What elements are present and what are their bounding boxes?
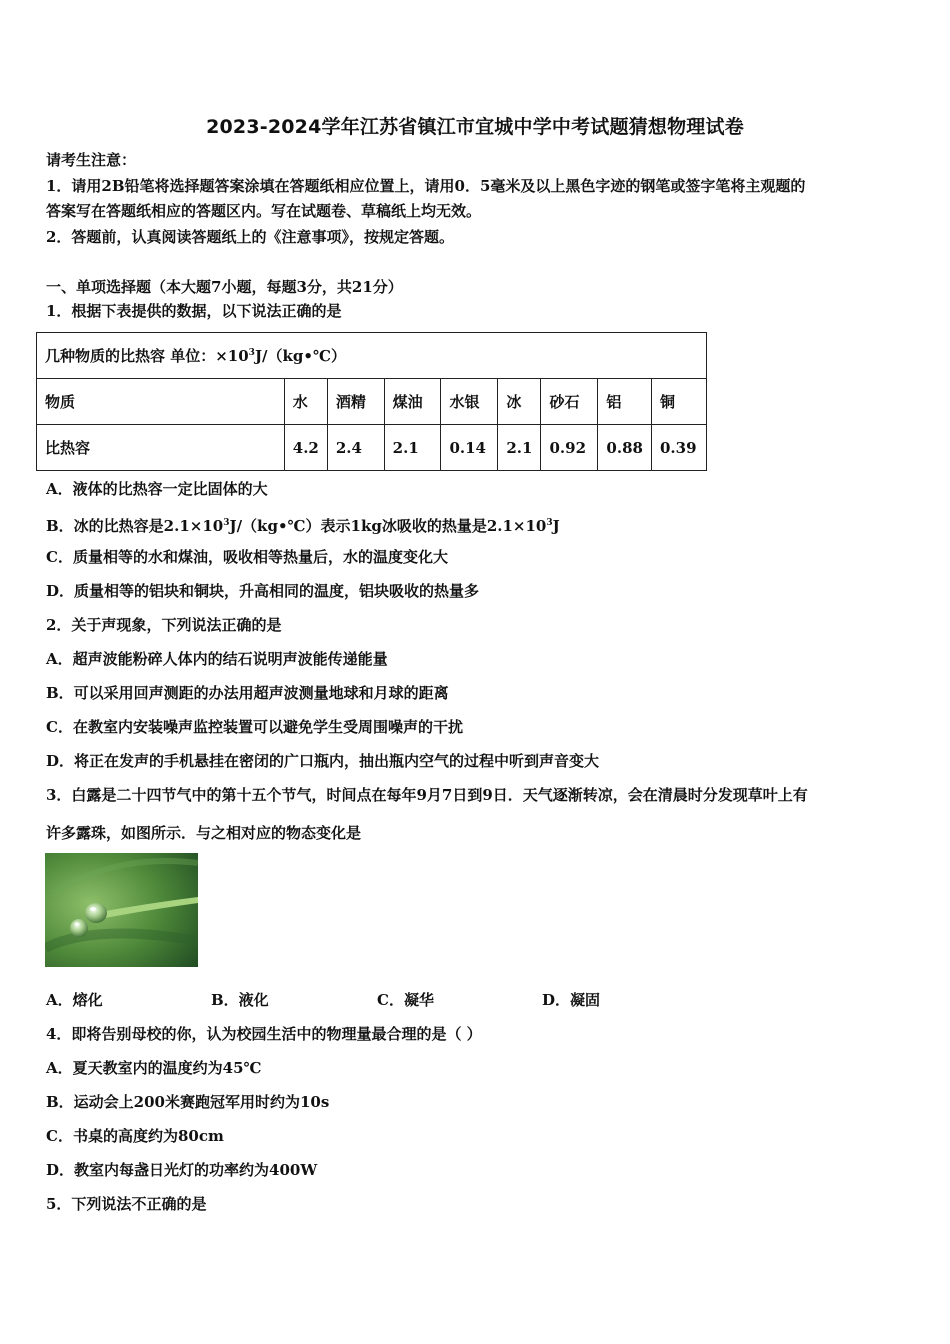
q2-option-a: A．超声波能粉碎人体内的结石说明声波能传递能量 [46,650,388,668]
table-cell: 0.88 [598,425,652,471]
table-cell: 0.39 [651,425,706,471]
table-cell: 铜 [651,379,706,425]
table-cell: 2.4 [327,425,384,471]
value-row [37,425,707,471]
question-3-stem-line2: 许多露珠，如图所示．与之相对应的物态变化是 [46,824,362,842]
notice-line-1b: 答案写在答题纸相应的答题区内。写在试题卷、草稿纸上均无效。 [46,202,482,220]
row-label-heat: 比热容 [37,425,285,471]
table-cell: 铝 [598,379,652,425]
q2-option-d: D．将正在发声的手机悬挂在密闭的广口瓶内，抽出瓶内空气的过程中听到声音变大 [46,752,600,770]
table-cell: 水 [284,379,327,425]
row-label-substance: 物质 [37,379,285,425]
q4-option-c: C．书桌的高度约为80cm [46,1127,224,1145]
table-cell: 2.1 [498,425,541,471]
q2-option-b: B．可以采用回声测距的办法用超声波测量地球和月球的距离 [46,684,449,702]
question-3-stem-line1: 3．白露是二十四节气中的第十五个节气，时间点在每年9月7日到9日．天气逐渐转凉，会在清晨时分发现草叶上有 [46,786,808,804]
table-cell: 2.1 [384,425,441,471]
q1-option-c: C．质量相等的水和煤油，吸收相等热量后，水的温度变化大 [46,548,448,566]
notice-line-1a: 1．请用2B铅笔将选择题答案涂填在答题纸相应位置上，请用0．5毫米及以上黑色字迹的钢笔或签字笔将主观题的 [46,177,806,195]
table-cell: 0.14 [441,425,498,471]
q4-option-b: B．运动会上200米赛跑冠军用时约为10s [46,1093,330,1111]
q3-option-d: D．凝固 [542,991,601,1009]
table-cell: 水银 [441,379,498,425]
question-5-stem: 5．下列说法不正确的是 [46,1195,207,1213]
table-caption: 几种物质的比热容 单位：$\times 10^3J/(kg•℃)$ [37,333,707,379]
question-2-stem: 2．关于声现象，下列说法正确的是 [46,616,282,634]
q1-option-d: D．质量相等的铝块和铜块，升高相同的温度，铝块吸收的热量多 [46,582,480,600]
table-cell: 0.92 [541,425,598,471]
q4-option-d: D．教室内每盏日光灯的功率约为400W [46,1161,318,1179]
question-1-stem: 1．根据下表提供的数据，以下说法正确的是 [46,302,342,320]
section-heading: 一、单项选择题（本大题7小题，每题3分，共21分） [46,278,403,296]
q3-option-b: B．液化 [211,991,269,1009]
specific-heat-table [36,332,707,471]
q4-option-a: A．夏天教室内的温度约为45℃ [46,1059,262,1077]
substance-row [37,379,707,425]
q1-option-a: A．液体的比热容一定比固体的大 [46,480,268,498]
q1-option-b: B．冰的比热容是$2.1\times 10^3J/(kg•℃)$表示1kg冰吸收的热量是$2.1\times 10^3J$ [46,517,560,535]
table-cell: 煤油 [384,379,441,425]
q3-option-a: A．熔化 [46,991,103,1009]
q3-option-c: C．凝华 [377,991,434,1009]
table-cell: 酒精 [327,379,384,425]
table-cell: 冰 [498,379,541,425]
table-cell: 砂石 [541,379,598,425]
question-4-stem: 4．即将告别母校的你，认为校园生活中的物理量最合理的是（ ） [46,1025,482,1043]
table-cell: 4.2 [284,425,327,471]
dew-on-grass-image [45,853,198,967]
notice-line-2: 2．答题前，认真阅读答题纸上的《注意事项》，按规定答题。 [46,228,454,246]
page-title: 2023-2024学年江苏省镇江市宜城中学中考试题猜想物理试卷 [206,116,744,138]
notice-heading: 请考生注意： [46,151,137,169]
q2-option-c: C．在教室内安装噪声监控装置可以避免学生受周围噪声的干扰 [46,718,463,736]
